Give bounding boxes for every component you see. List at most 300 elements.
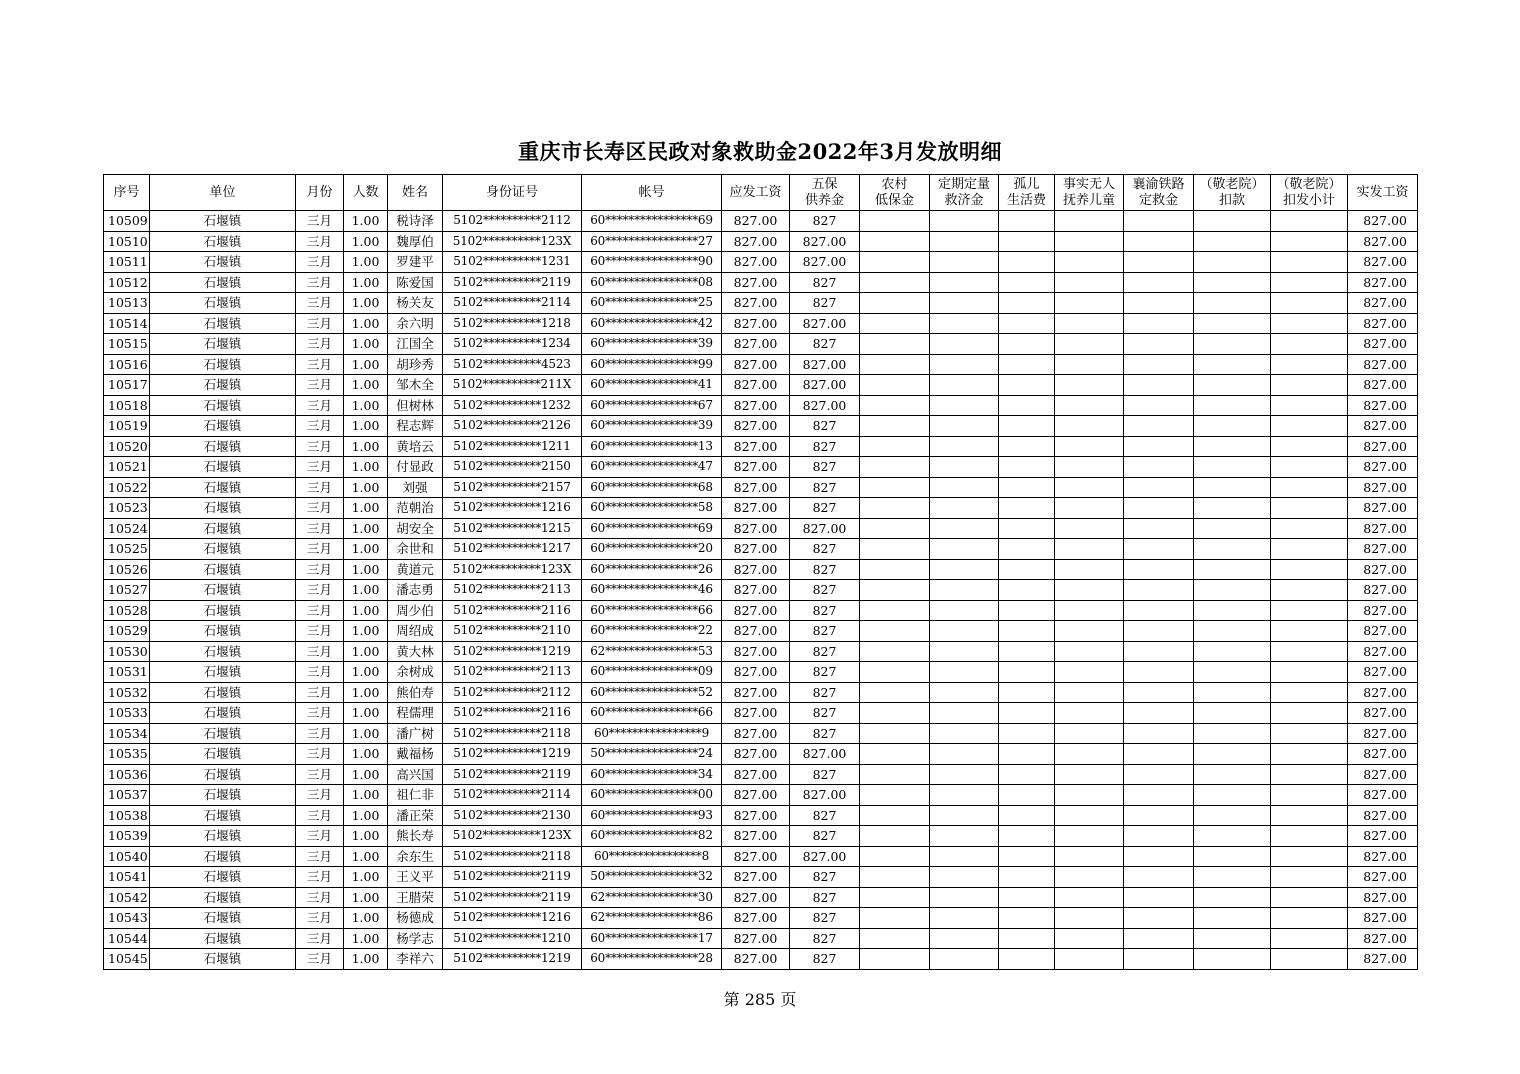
table-cell: 827.00 [722,682,790,703]
table-cell [860,252,930,273]
table-cell [1055,436,1124,457]
table-cell [1124,211,1194,232]
table-cell: 5102**********2150 [443,457,582,478]
table-cell [930,682,999,703]
table-cell [860,785,930,806]
table-cell [1271,272,1348,293]
table-cell [1271,498,1348,519]
table-cell [860,600,930,621]
table-cell [930,662,999,683]
table-cell [1055,805,1124,826]
table-cell: 1.00 [344,416,388,437]
table-cell: 827 [790,457,860,478]
table-cell [1055,928,1124,949]
table-cell [999,641,1055,662]
table-cell: 5102**********2118 [443,846,582,867]
table-row [104,621,1418,642]
table-cell [1055,252,1124,273]
table-row [104,826,1418,847]
table-cell: 三月 [296,395,344,416]
table-cell [999,498,1055,519]
table-cell: 1.00 [344,846,388,867]
table-cell: 熊长寿 [388,826,443,847]
table-cell: 827.00 [1348,723,1418,744]
table-cell: 石堰镇 [150,334,296,355]
table-cell [1271,641,1348,662]
table-cell: 827.00 [790,785,860,806]
page-number: 第 285 页 [723,990,797,1009]
table-cell: 杨学志 [388,928,443,949]
table-cell: 1.00 [344,744,388,765]
table-row [104,559,1418,580]
table-cell [1271,703,1348,724]
table-cell [1271,457,1348,478]
table-cell: 10522 [104,477,150,498]
table-cell: 827.00 [1348,457,1418,478]
table-cell [1055,908,1124,929]
table-cell [999,682,1055,703]
table-cell: 60****************90 [582,252,722,273]
table-cell: 827.00 [1348,395,1418,416]
table-cell [860,908,930,929]
table-cell [860,826,930,847]
table-cell [860,662,930,683]
table-cell [930,252,999,273]
table-cell: 60****************41 [582,375,722,396]
table-cell: 10520 [104,436,150,457]
table-cell: 5102**********2113 [443,580,582,601]
table-cell: 1.00 [344,662,388,683]
table-row [104,231,1418,252]
table-cell: 60****************67 [582,395,722,416]
table-cell [999,559,1055,580]
table-row [104,703,1418,724]
table-cell: 1.00 [344,785,388,806]
table-cell: 5102**********2119 [443,887,582,908]
table-cell: 10535 [104,744,150,765]
table-cell: 60****************28 [582,949,722,970]
table-cell [860,887,930,908]
table-row [104,805,1418,826]
table-row [104,887,1418,908]
table-cell [1194,334,1271,355]
table-header-row [104,175,1418,211]
table-cell [860,416,930,437]
table-cell [860,231,930,252]
table-cell [999,416,1055,437]
table-cell [930,641,999,662]
table-cell: 827 [790,211,860,232]
table-cell: 1.00 [344,764,388,785]
table-cell: 827.00 [722,293,790,314]
table-cell: 60****************25 [582,293,722,314]
table-cell [999,457,1055,478]
table-cell [999,703,1055,724]
table-cell: 827.00 [1348,703,1418,724]
table-cell [1055,764,1124,785]
table-cell [1271,580,1348,601]
table-cell [1055,231,1124,252]
table-cell [860,436,930,457]
table-cell: 1.00 [344,887,388,908]
table-cell [930,621,999,642]
table-cell [999,334,1055,355]
table-cell [930,928,999,949]
table-cell [930,908,999,929]
table-cell: 827.00 [1348,621,1418,642]
table-cell: 潘正荣 [388,805,443,826]
table-cell: 827.00 [790,846,860,867]
table-cell: 827.00 [1348,908,1418,929]
table-cell: 827.00 [722,846,790,867]
table-cell [1124,334,1194,355]
table-cell: 827 [790,764,860,785]
table-cell: 10518 [104,395,150,416]
table-cell [1124,436,1194,457]
table-cell: 1.00 [344,477,388,498]
table-cell [860,313,930,334]
table-cell [1194,928,1271,949]
table-cell [1055,600,1124,621]
table-cell [1194,498,1271,519]
table-cell: 三月 [296,293,344,314]
table-cell: 10512 [104,272,150,293]
table-cell: 827.00 [722,621,790,642]
table-cell: 827.00 [790,395,860,416]
table-row [104,580,1418,601]
table-cell: 1.00 [344,682,388,703]
table-cell [1055,498,1124,519]
table-cell: 余世和 [388,539,443,560]
table-cell [1271,908,1348,929]
table-cell [1271,928,1348,949]
table-cell: 石堰镇 [150,477,296,498]
table-cell: 三月 [296,477,344,498]
table-cell: 10538 [104,805,150,826]
table-cell: 5102**********1219 [443,641,582,662]
table-cell [1124,600,1194,621]
table-cell: 60****************66 [582,703,722,724]
table-cell [1194,477,1271,498]
table-cell: 827.00 [722,580,790,601]
table-cell [1055,703,1124,724]
table-cell [860,457,930,478]
table-cell [1271,887,1348,908]
table-cell [999,293,1055,314]
table-cell: 1.00 [344,539,388,560]
table-row [104,416,1418,437]
table-cell [1194,949,1271,970]
table-cell [1271,785,1348,806]
table-cell: 戴福杨 [388,744,443,765]
table-cell: 1.00 [344,231,388,252]
table-cell: 程志辉 [388,416,443,437]
table-cell [930,293,999,314]
table-cell: 827.00 [1348,662,1418,683]
table-cell: 杨关友 [388,293,443,314]
table-cell: 石堰镇 [150,354,296,375]
table-cell: 60****************17 [582,928,722,949]
table-cell: 石堰镇 [150,908,296,929]
table-cell: 827.00 [1348,785,1418,806]
table-cell [930,846,999,867]
table-cell: 石堰镇 [150,313,296,334]
table-cell: 827.00 [1348,949,1418,970]
table-cell: 5102**********2113 [443,662,582,683]
table-cell: 10539 [104,826,150,847]
table-cell: 1.00 [344,211,388,232]
table-cell [1194,887,1271,908]
table-cell: 827.00 [1348,334,1418,355]
table-cell [1124,805,1194,826]
table-cell: 827 [790,641,860,662]
table-cell: 祖仁非 [388,785,443,806]
table-cell: 魏厚伯 [388,231,443,252]
table-cell [1194,764,1271,785]
table-cell: 827.00 [1348,600,1418,621]
table-cell: 60****************42 [582,313,722,334]
table-cell: 石堰镇 [150,744,296,765]
table-cell [930,211,999,232]
table-cell [1124,395,1194,416]
table-cell: 1.00 [344,395,388,416]
table-cell: 827.00 [722,498,790,519]
table-cell [1271,723,1348,744]
table-cell: 827 [790,621,860,642]
table-cell: 827 [790,272,860,293]
table-cell [860,580,930,601]
table-cell: 石堰镇 [150,662,296,683]
table-cell [1124,887,1194,908]
table-cell: 62****************53 [582,641,722,662]
table-row [104,272,1418,293]
table-cell: 10510 [104,231,150,252]
relief-fund-table [103,174,1418,970]
table-cell [860,846,930,867]
table-cell [1124,293,1194,314]
column-header: 人数 [344,175,388,211]
table-cell [1055,641,1124,662]
table-cell [930,723,999,744]
table-cell: 5102**********2126 [443,416,582,437]
table-cell: 1.00 [344,252,388,273]
table-cell: 石堰镇 [150,436,296,457]
table-cell: 827.00 [722,354,790,375]
table-cell: 5102**********1232 [443,395,582,416]
table-cell: 5102**********2114 [443,293,582,314]
table-cell: 827.00 [722,231,790,252]
table-cell: 石堰镇 [150,293,296,314]
table-cell [999,272,1055,293]
table-cell: 10533 [104,703,150,724]
table-row [104,354,1418,375]
table-row [104,600,1418,621]
table-cell [1124,846,1194,867]
table-cell: 60****************22 [582,621,722,642]
table-cell: 石堰镇 [150,846,296,867]
table-cell [860,641,930,662]
table-cell: 1.00 [344,334,388,355]
table-cell [1124,744,1194,765]
table-row [104,211,1418,232]
table-cell [999,744,1055,765]
table-cell: 李祥六 [388,949,443,970]
table-cell [860,621,930,642]
table-cell [1124,498,1194,519]
table-cell [999,846,1055,867]
table-cell [1124,908,1194,929]
table-cell: 60****************39 [582,334,722,355]
table-cell [1271,477,1348,498]
table-row [104,785,1418,806]
table-cell: 827 [790,826,860,847]
table-cell: 827.00 [1348,498,1418,519]
table-cell: 王腊荣 [388,887,443,908]
table-cell: 三月 [296,436,344,457]
table-cell: 1.00 [344,559,388,580]
table-cell: 10528 [104,600,150,621]
table-cell: 827 [790,682,860,703]
table-cell: 刘强 [388,477,443,498]
table-cell: 827 [790,805,860,826]
table-cell: 余六明 [388,313,443,334]
table-cell: 827.00 [722,600,790,621]
table-cell: 5102**********123X [443,826,582,847]
table-cell: 三月 [296,764,344,785]
table-cell [930,436,999,457]
table-cell: 石堰镇 [150,887,296,908]
table-cell [1055,354,1124,375]
table-cell [860,723,930,744]
table-cell [930,867,999,888]
table-cell: 石堰镇 [150,805,296,826]
table-cell: 1.00 [344,313,388,334]
table-cell: 1.00 [344,621,388,642]
column-header: 实发工资 [1348,175,1418,211]
table-cell: 1.00 [344,600,388,621]
table-cell: 10531 [104,662,150,683]
table-cell [999,949,1055,970]
table-cell: 石堰镇 [150,949,296,970]
table-cell: 827.00 [722,764,790,785]
table-cell [1271,539,1348,560]
table-cell: 三月 [296,354,344,375]
table-cell: 827.00 [722,826,790,847]
table-cell: 50****************32 [582,867,722,888]
table-cell [930,313,999,334]
table-body [104,211,1418,970]
table-cell: 827.00 [1348,682,1418,703]
table-cell: 石堰镇 [150,867,296,888]
table-cell: 1.00 [344,457,388,478]
table-cell [930,600,999,621]
table-cell [930,887,999,908]
table-cell: 827.00 [1348,518,1418,539]
table-cell: 827.00 [722,518,790,539]
table-cell: 60****************34 [582,764,722,785]
table-cell [860,272,930,293]
table-cell: 60****************09 [582,662,722,683]
table-cell [1194,395,1271,416]
table-cell [1194,252,1271,273]
table-cell [860,949,930,970]
table-cell: 827.00 [1348,416,1418,437]
table-row [104,539,1418,560]
table-cell [930,457,999,478]
table-cell [1055,580,1124,601]
table-cell: 三月 [296,785,344,806]
table-cell: 三月 [296,723,344,744]
table-cell: 827.00 [722,662,790,683]
table-cell: 827 [790,539,860,560]
table-cell: 827.00 [1348,272,1418,293]
table-cell: 827.00 [722,744,790,765]
table-cell: 石堰镇 [150,682,296,703]
table-cell [1055,272,1124,293]
table-cell: 1.00 [344,908,388,929]
table-cell: 60****************82 [582,826,722,847]
table-cell: 5102**********1219 [443,744,582,765]
table-cell: 周绍成 [388,621,443,642]
table-cell: 827.00 [722,477,790,498]
table-cell: 827.00 [1348,928,1418,949]
table-cell: 60****************26 [582,559,722,580]
table-cell [1194,785,1271,806]
table-cell: 827.00 [1348,231,1418,252]
table-cell: 三月 [296,887,344,908]
table-cell: 三月 [296,826,344,847]
table-cell: 827.00 [790,375,860,396]
table-cell: 石堰镇 [150,723,296,744]
table-cell: 10513 [104,293,150,314]
table-cell: 827 [790,559,860,580]
table-row [104,477,1418,498]
table-cell: 石堰镇 [150,498,296,519]
table-cell [930,949,999,970]
table-cell: 石堰镇 [150,641,296,662]
table-cell: 5102**********2114 [443,785,582,806]
table-cell [1194,744,1271,765]
table-cell [1194,518,1271,539]
table-cell [1124,518,1194,539]
table-cell [1124,272,1194,293]
table-cell [1124,785,1194,806]
table-cell: 5102**********1216 [443,498,582,519]
table-cell: 827 [790,580,860,601]
table-cell: 827.00 [1348,887,1418,908]
table-cell [930,272,999,293]
table-cell [930,539,999,560]
column-header: 定期定量 救济金 [930,175,999,211]
table-cell: 石堰镇 [150,375,296,396]
table-cell: 10530 [104,641,150,662]
table-cell [1124,252,1194,273]
table-cell: 60****************8 [582,846,722,867]
table-cell: 60****************08 [582,272,722,293]
table-cell [1124,313,1194,334]
table-cell [930,744,999,765]
table-cell: 827 [790,908,860,929]
table-cell [1194,457,1271,478]
table-cell: 827 [790,600,860,621]
table-cell: 827.00 [722,211,790,232]
table-cell: 60****************20 [582,539,722,560]
table-row [104,436,1418,457]
table-cell: 827 [790,436,860,457]
table-cell: 827.00 [722,334,790,355]
table-cell [1124,477,1194,498]
table-cell: 黄大林 [388,641,443,662]
